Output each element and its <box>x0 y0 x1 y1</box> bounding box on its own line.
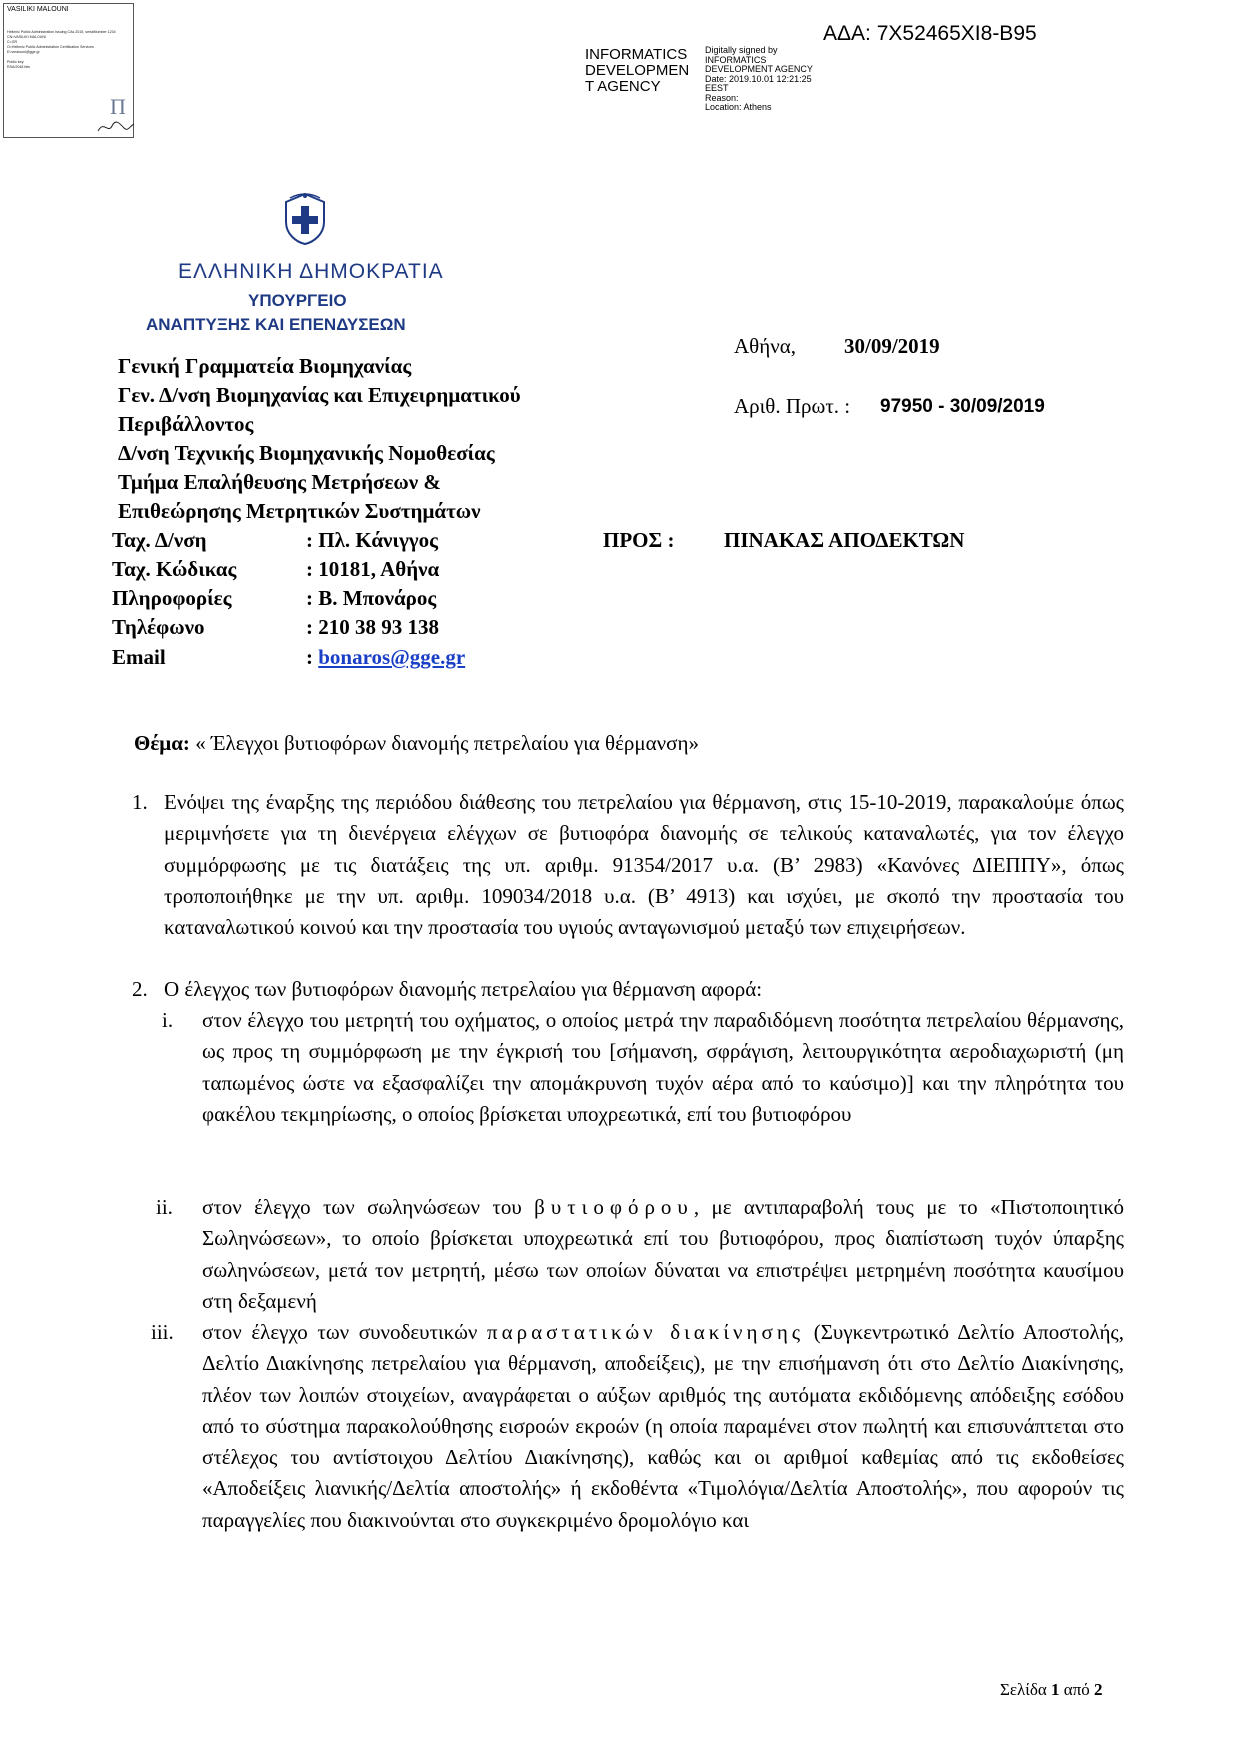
date-label: Αθήνα, <box>734 334 796 358</box>
contact-label: Πληροφορίες <box>112 586 232 610</box>
subject <box>134 731 699 756</box>
contact-email-row <box>306 644 465 670</box>
org-line: Περιβάλλοντος <box>118 412 254 436</box>
subitem-number: iii. <box>151 1320 174 1344</box>
signature-stamp <box>3 3 134 138</box>
ada-code: ΑΔΑ: 7Χ52465ΧΙ8-Β95 <box>823 22 1037 45</box>
date-value: 30/09/2019 <box>844 334 940 358</box>
subitem-ii-spaced: βυτιοφόρου <box>534 1195 694 1219</box>
page-footer <box>1000 1680 1103 1700</box>
signature-details: Hellenic Public Administration Issuing CAs 2015, serialNumber 1234 CN=VASILIKI MALOUNI C=GR O=Hellenic Public Administration Certification Services E=vmalouni@gge.gr Public key: RSA/2048 bits <box>7 30 116 69</box>
subject-label: Θέμα: <box>134 731 190 755</box>
signer-name: VASILIKI MALOUNI <box>7 6 69 13</box>
digital-signature-agency: INFORMATICS DEVELOPMEN T AGENCY <box>585 46 690 95</box>
subitem-number: i. <box>162 1008 174 1032</box>
digital-signature-details: Digitally signed by INFORMATICS DEVELOPMENT AGENCY Date: 2019.10.01 12:21:25 EEST Reason: Location: Athens <box>705 45 813 112</box>
republic-heading: ΕΛΛΗΝΙΚΗ ΔΗΜΟΚΡΑΤΙΑ <box>178 260 444 283</box>
contact-value: : Πλ. Κάνιγγος <box>306 528 438 552</box>
email-link[interactable]: bonaros@gge.gr <box>318 645 466 669</box>
footer-middle: από <box>1063 1680 1090 1699</box>
footer-prefix: Σελίδα <box>1000 1680 1047 1699</box>
subitem-number: ii. <box>156 1195 173 1219</box>
item-number: 2. <box>132 977 148 1001</box>
subitem-ii-text-a: στον έλεγχο των σωληνώσεων του <box>202 1195 522 1219</box>
subitem-ii-text-b: , με αντιπαραβολή τους με το «Πιστοποιητικό Σωληνώσεων», το οποίο βρίσκεται υποχρεωτικά επί του βυτιοφόρου, προς διαπίστωση τυχόν ύπαρξης σωληνώσεων, μετά τον μετρητή, μέσω των οποίων δύναται να επιστρέψει μετρημένη ποσότητα καυσίμου στη δεξαμενή <box>202 1195 1125 1313</box>
subject-text: « Έλεγχοι βυτιοφόρων διανομής πετρελαίου για θέρμανση» <box>195 731 699 755</box>
contact-value: : 210 38 93 138 <box>306 615 439 639</box>
contact-label: Τηλέφωνο <box>112 615 205 639</box>
subitem-ii <box>202 1192 1124 1317</box>
recipient-label: ΠΡΟΣ : <box>603 528 675 552</box>
protocol-label: Αριθ. Πρωτ. : <box>734 394 851 418</box>
footer-total: 2 <box>1094 1680 1103 1699</box>
footer-page: 1 <box>1051 1680 1060 1699</box>
item-number: 1. <box>132 790 148 814</box>
org-line: Τμήμα Επαλήθευσης Μετρήσεων & <box>118 470 441 494</box>
email-prefix: : <box>306 645 313 669</box>
subitem-iii <box>202 1317 1124 1536</box>
recipient-value: ΠΙΝΑΚΑΣ ΑΠΟΔΕΚΤΩΝ <box>724 528 965 552</box>
paragraph-2: Ο έλεγχος των βυτιοφόρων διανομής πετρελαίου για θέρμανση αφορά: <box>164 977 763 1001</box>
paragraph-1: Ενόψει της έναρξης της περιόδου διάθεσης του πετρελαίου για θέρμανση, στις 15-10-2019, παρακαλούμε όπως μεριμνήσετε για τη διενέργεια ελέγχων σε βυτιοφόρα διανομής σε τελικούς καταναλωτές, για τον έλεγχο συμμόρφωσης με τις διατάξεις της υπ. αριθμ. 91354/2017 υ.α. (Β’ 2983) «Κανόνες ΔΙΕΠΠΥ», όπως τροποποιήθηκε με την υπ. αριθμ. 109034/2018 υ.α. (Β’ 4913) και ισχύει, με σκοπό την προστασία του καταναλωτικού κοινού και την προστασία του υγιούς ανταγωνισμού μεταξύ των επιχειρήσεων. <box>164 790 1124 940</box>
subitem-iii-spaced: παραστατικών διακίνησης <box>487 1320 805 1344</box>
org-line: Δ/νση Τεχνικής Βιομηχανικής Νομοθεσίας <box>118 441 495 465</box>
org-line: Επιθεώρησης Μετρητικών Συστημάτων <box>118 499 481 523</box>
ministry-line2: ΑΝΑΠΤΥΞΗΣ ΚΑΙ ΕΠΕΝΔΥΣΕΩΝ <box>146 315 406 334</box>
subitem-iii-text-b: (Συγκεντρωτικό Δελτίο Αποστολής, Δελτίο Διακίνησης πετρελαίου για θέρμανση, αποδείξεις), με την επισήμανση ότι στο Δελτίο Διακίνησης, πλέον των λοιπών στοιχείων, αναγράφεται ο αύξων αριθμός της αυτόματα εκδιδόμενης απόδειξης εσόδου από το σύστημα παρακολούθησης εισροών εκροών (η οποία παραμένει στον πωλητή και επισυνάπτεται στο στέλεχος του αντίστοιχου Δελτίου Διακίνησης), καθώς και οι αριθμοί καθεμίας από τις εκδοθείσες «Αποδείξεις λιανικής/Δελτία αποστολής» ή εκδοθέντα «Τιμολόγια/Δελτία Αποστολής», που αφορούν τις παραγγελίες που διακινούνται στο συγκεκριμένο δρομολόγιο και <box>202 1320 1124 1532</box>
handwritten-signature-icon <box>96 116 136 136</box>
contact-label: Ταχ. Κώδικας <box>112 557 237 581</box>
contact-label: Ταχ. Δ/νση <box>112 528 207 552</box>
contact-value: : 10181, Αθήνα <box>306 557 440 581</box>
org-line: Γενική Γραμματεία Βιομηχανίας <box>118 354 412 378</box>
signature-logo: Π <box>110 94 126 119</box>
contact-label: Email <box>112 645 166 669</box>
ministry-line1: ΥΠΟΥΡΓΕΙΟ <box>248 291 347 310</box>
subitem-iii-text-a: στον έλεγχο των συνοδευτικών <box>202 1320 478 1344</box>
protocol-value: 97950 - 30/09/2019 <box>880 396 1045 417</box>
contact-value: : Β. Μπονάρος <box>306 586 437 610</box>
greek-emblem-icon <box>282 192 328 246</box>
subitem-i: στον έλεγχο του μετρητή του οχήματος, ο οποίος μετρά την παραδιδόμενη ποσότητα πετρελαίου θέρμανσης, ως προς τη συμμόρφωση με την έγκρισή του [σήμανση, σφράγιση, λειτουργικότητα αεροδιαχωριστή (μη ταπωμένος ώστε να εξασφαλίζει την απομάκρυνση τυχόν αέρα από το καύσιμο)] και την πληρότητα του φακέλου τεκμηρίωσης, ο οποίος βρίσκεται υποχρεωτικά, επί του βυτιοφόρου <box>202 1008 1124 1126</box>
org-line: Γεν. Δ/νση Βιομηχανίας και Επιχειρηματικού <box>118 383 521 407</box>
